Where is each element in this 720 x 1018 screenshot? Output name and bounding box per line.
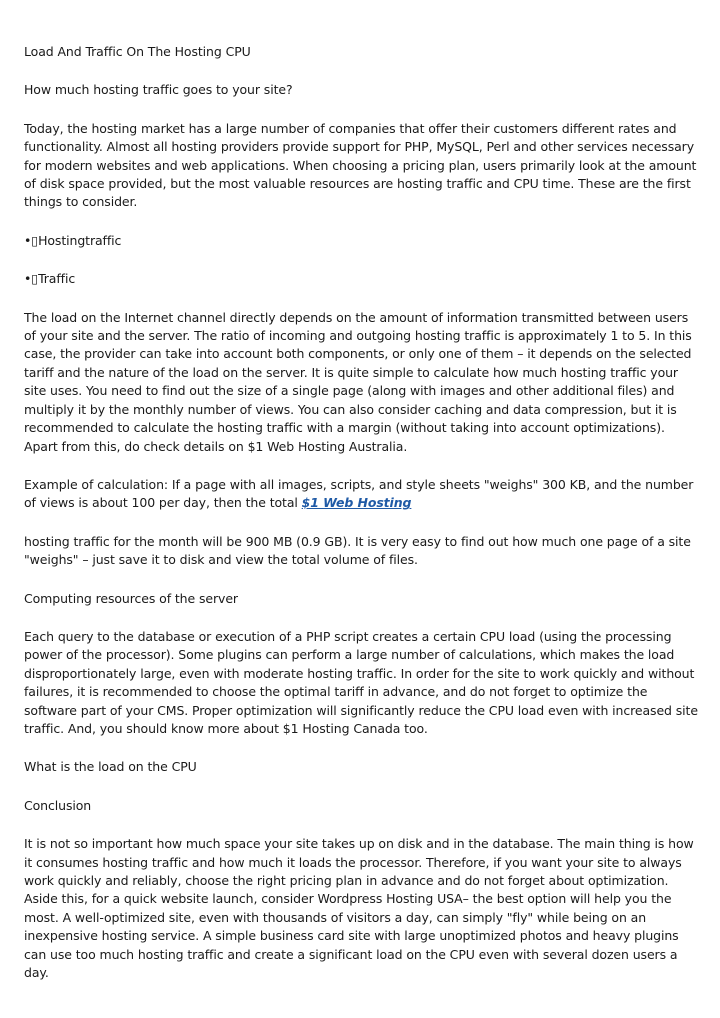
traffic-paragraph: The load on the Internet channel directly depends on the amount of information transmitted between users of your site and the server. The ratio of incoming and outgoing hosting traffic is approximately 1 to 5. In this case, the provider can take into account both components, or only one of them – it depends on the selected tariff and the nature of the load on the server. It is quite simple to calculate how much hosting traffic your site uses. You need to find out the size of a single page (along with images and other additional files) and multiply it by the monthly number of views. You can also consider caching and data compression, but it is recommended to calculate the hosting traffic with a margin (without taking into account optimizations). Apart from this, do check details on $1 Web Hosting Australia.: [24, 309, 692, 454]
bullet-text: Traffic: [38, 271, 76, 287]
cpu-heading: What is the load on the CPU: [24, 759, 197, 775]
web-hosting-link[interactable]: $1 Web Hosting: [301, 495, 412, 511]
example-text: Example of calculation: If a page with all images, scripts, and style sheets "weighs" 300 KB, and the number of views is about 100 per day, then the total: [24, 476, 694, 511]
conclusion-paragraph: It is not so important how much space your site takes up on disk and in the database. The main thing is how it consumes hosting traffic and how much it loads the processor. Therefore, if you want your site to always work quickly and reliably, choose the right pricing plan in advance and do not forget about optimization. Aside this, for a quick website launch, consider Wordpress Hosting USA– the best option will help you the most. A well-optimized site, even with thousands of visitors a day, can simply "fly" while being on an inexpensive hosting service. A simple business card site with large unoptimized photos and heavy plugins can use too much hosting traffic and create a significant load on the CPU even with several dozen users a day.: [24, 836, 694, 981]
computing-heading: Computing resources of the server: [24, 590, 238, 606]
conclusion-heading: Conclusion: [24, 797, 92, 813]
document-title: Load And Traffic On The Hosting CPU: [24, 44, 251, 59]
document-body: [24, 43, 700, 982]
computing-paragraph: Each query to the database or execution of a PHP script creates a certain CPU load (using the processing power of the processor). Some plugins can perform a large number of calculations, which makes the load disproportionately large, even with moderate hosting traffic. In order for the site to work quickly and without failures, it is recommended to choose the optimal tariff in advance, and do not forget to optimize the software part of your CMS. Proper optimization will significantly reduce the CPU load even with increased site traffic. And, you should know more about $1 Hosting Canada too.: [24, 628, 698, 736]
bullet-icon: •▯: [24, 232, 39, 248]
example-paragraph: [24, 476, 700, 513]
bullet-text: Hostingtraffic: [38, 232, 122, 248]
question-line: How much hosting traffic goes to your site?: [24, 82, 293, 98]
bullet-item-hosting-traffic: [24, 232, 700, 250]
bullet-item-traffic: [24, 270, 700, 288]
intro-paragraph: Today, the hosting market has a large number of companies that offer their customers different rates and functionality. Almost all hosting providers provide support for PHP, MySQL, Perl and other services necessary for modern websites and web applications. When choosing a pricing plan, users primarily look at the amount of disk space provided, but the most valuable resources are hosting traffic and CPU time. These are the first things to consider.: [24, 120, 697, 210]
example-continuation-paragraph: hosting traffic for the month will be 900 MB (0.9 GB). It is very easy to find out how much one page of a site "weighs" – just save it to disk and view the total volume of files.: [24, 533, 691, 568]
bullet-icon: •▯: [24, 271, 39, 287]
